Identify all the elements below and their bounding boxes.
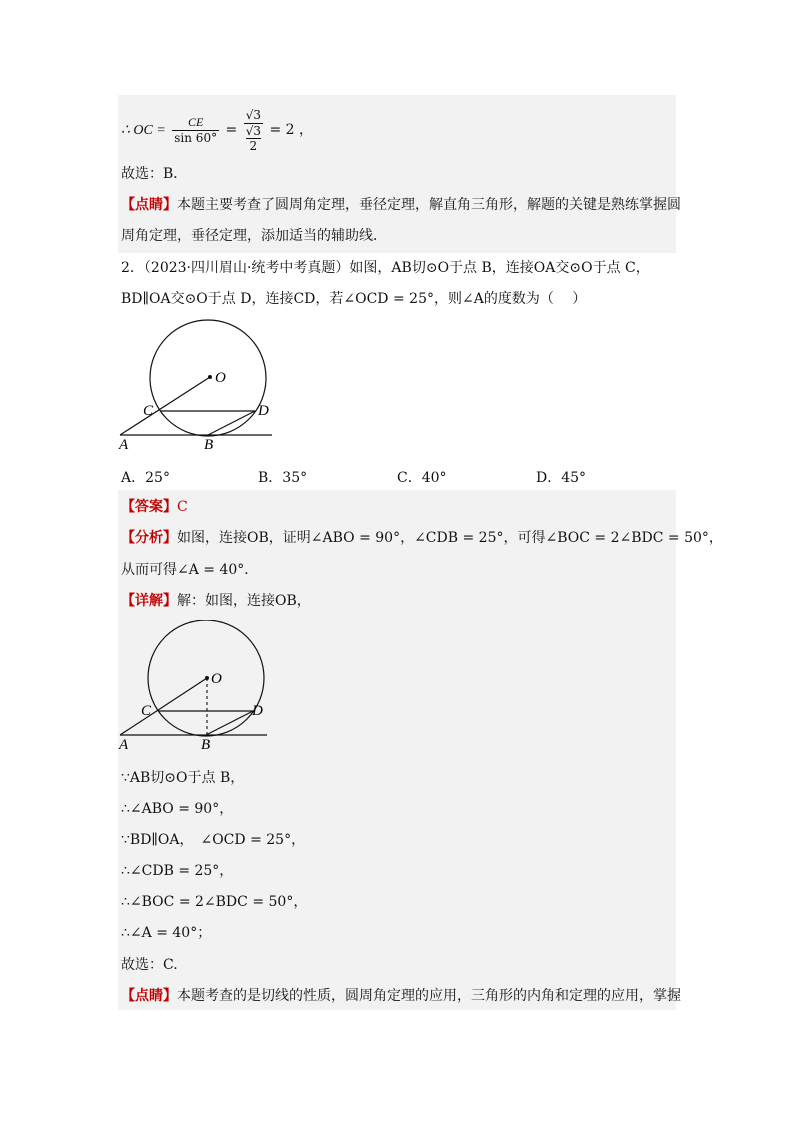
option-d: D．45° [536,470,587,486]
option-b: B．35° [258,470,308,486]
label-a: A [119,737,129,753]
point-o [208,375,212,379]
analysis-text: 如图，连接OB，证明∠ABO = 90°，∠CDB = 25°，可得∠BOC = 2∠BDC = 50°， [177,530,723,546]
detail-step-1: ∵AB切⊙O于点 B， [121,770,245,786]
detail-step-5: ∴∠BOC = 2∠BDC = 50°， [121,894,308,910]
line-ao [120,377,210,435]
geometry-figure-2 [115,620,275,755]
label-b: B [204,437,214,453]
detail-step-6: ∴∠A = 40°； [121,925,212,941]
question-line-1: 2．（2023·四川眉山·统考中考真题）如图，AB切⊙O于点 B，连接OA交⊙O于点 C， [121,260,650,276]
equals-sign: = [225,122,238,138]
label-o: O [211,671,222,687]
label-o: O [215,370,226,386]
label-a: A [119,437,129,453]
label-c: C [143,403,154,419]
label-c: C [141,703,152,719]
question-line-2: BD∥OA交⊙O于点 D，连接CD，若∠OCD = 25°，则∠A的度数为（ ） [121,291,587,307]
answer-tag: 【答案】 [121,499,177,515]
detail-intro [121,591,311,611]
comment-text: 本题主要考查了圆周角定理，垂径定理，解直角三角形，解题的关键是熟练掌握圆 [177,197,681,213]
option-c: C．40° [397,470,447,486]
final-comment-tag: 【点睛】 [121,988,177,1004]
final-comment-text: 本题考查的是切线的性质，圆周角定理的应用，三角形的内角和定理的应用，掌握 [177,988,681,1004]
formula-oc [121,106,313,155]
fraction-ce-sin60 [172,115,219,146]
option-a: A．25° [121,470,170,486]
fraction-numerator: √3 [245,107,261,122]
answer-line [121,497,188,517]
formula-lead: ∴ OC = [121,123,166,138]
analysis-tag: 【分析】 [121,530,177,546]
point-o [205,676,209,680]
fraction-numerator: CE [172,115,219,131]
detail-step-2: ∴∠ABO = 90°， [121,801,234,817]
choice-line: 故选：B． [121,166,188,182]
fraction-sqrt3 [244,108,263,153]
nested-numerator: √3 [245,123,261,138]
detail-step-7: 故选：C. [121,957,178,973]
nested-fraction [244,124,263,153]
comment-line-2: 周角定理，垂径定理，添加适当的辅助线． [121,228,387,244]
answer-value: C [177,499,188,515]
detail-tag: 【详解】 [121,593,177,609]
analysis-line-1 [121,528,723,548]
comment-line-1 [121,195,681,215]
comment-tag: 【点睛】 [121,197,177,213]
label-d: D [252,703,263,719]
detail-intro-text: 解：如图，连接OB， [177,593,311,609]
fraction-denominator: sin 60° [174,130,218,145]
geometry-figure-1 [115,315,285,455]
label-b: B [201,737,211,753]
final-comment-line [121,986,681,1006]
detail-step-4: ∴∠CDB = 25°， [121,863,234,879]
formula-result: = 2 ， [269,122,313,138]
line-ao [120,678,207,735]
analysis-line-2: 从而可得∠A = 40°． [121,562,259,578]
nested-denominator: 2 [249,138,258,153]
label-d: D [258,403,269,419]
detail-step-3: ∵BD∥OA， ∠OCD = 25°， [121,832,306,848]
